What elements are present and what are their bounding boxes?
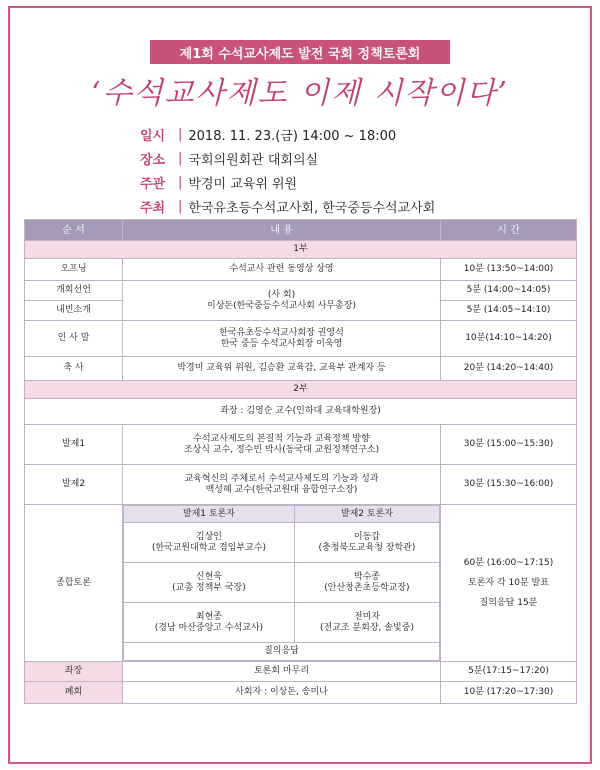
info-label: 주관 xyxy=(140,176,166,192)
panel-head-1: 발제1 토론자 xyxy=(124,506,295,523)
panel-head-2: 발제2 토론자 xyxy=(294,506,439,523)
event-banner: 제1회 수석교사제도 발전 국회 정책토론회 xyxy=(150,40,450,64)
table-row: 인 사 말 한국유초등수석교사회장 권영석 한국 중등 수석교사회장 이욱영 10분(14:10~14:20) xyxy=(25,321,577,357)
info-row-host: 주최 | 한국유초등수석교사회, 한국중등수석교사회 xyxy=(140,198,436,216)
info-value: 국회의원회관 대회의실 xyxy=(188,152,319,168)
panelist: 김상인 (한국교원대학교 겸임부교수) xyxy=(124,523,295,563)
qa-label: 질의응답 xyxy=(124,643,440,661)
table-row: 폐회 사회자 : 이상돈, 송미나 10분 (17:20~17:30) xyxy=(25,682,577,704)
header-time: 시 간 xyxy=(441,220,577,241)
event-info xyxy=(140,122,435,218)
table-row: 오프닝 수석교사 관련 동영상 상영 10분 (13:50~14:00) xyxy=(25,259,577,281)
info-value: 2018. 11. 23.(금) 14:00 ~ 18:00 xyxy=(188,128,397,144)
info-row-place: 장소 | 국회의원회관 대회의실 xyxy=(140,150,319,168)
info-value: 한국유초등수석교사회, 한국중등수석교사회 xyxy=(188,200,436,216)
panelist: 최현종 (경남 마산중앙고 수석교사) xyxy=(124,603,295,643)
table-row: 축 사 박경미 교육위 위원, 김승환 교육감, 교육부 관계자 등 20분 (14:20~14:40) xyxy=(25,357,577,381)
slogan-title: ‘수석교사제도 이제 시작이다’ xyxy=(91,76,509,111)
table-row: 발제2 교육혁신의 주체로서 수석교사제도의 기능과 성과 백성혜 교수(한국교원대 융합연구소장) 30분 (15:30~16:00) xyxy=(25,465,577,505)
info-label: 주최 xyxy=(140,200,166,216)
info-label: 일시 xyxy=(140,128,166,144)
table-row: 발제1 수석교사제도의 본질적 기능과 교육정책 방향 조상식 교수, 정수빈 박사(동국대 교원정책연구소) 30분 (15:00~15:30) xyxy=(25,425,577,465)
info-value: 박경미 교육위 위원 xyxy=(188,176,298,192)
table-row: 좌장 토론회 마무리 5분(17:15~17:20) xyxy=(25,662,577,682)
table-row: 개회선언 (사 회) 이상돈(한국중등수석교사회 사무총장) 5분 (14:00~14:05) xyxy=(25,281,577,301)
panelist: 신현욱 (교총 정책부 국장) xyxy=(124,563,295,603)
discussion-time: 60분 (16:00~17:15) 토론자 각 10분 발표 질의응답 15분 xyxy=(441,505,577,662)
panelist: 이동갑 (충청북도교육청 장학관) xyxy=(294,523,439,563)
header-content: 내 용 xyxy=(123,220,441,241)
panelist: 전미자 (전교조 분회장, 솔빛중) xyxy=(294,603,439,643)
info-row-date: 일시 | 2018. 11. 23.(금) 14:00 ~ 18:00 xyxy=(140,126,397,144)
panel-table xyxy=(123,505,440,661)
section-part2: 2부 xyxy=(25,381,577,399)
info-label: 장소 xyxy=(140,152,166,168)
program-table xyxy=(24,219,577,704)
header-order: 순 서 xyxy=(25,220,123,241)
discussion-row: 종합토론 발제1 토론자 발제2 토론자 김상인 (한국교원대학교 겸임부교수) 이동갑 (충청북도교육청 장학관) 신현욱 (교총 정책부 국장) 박수종 (안산창촌초등학교장) 최현종 (경남 마산중앙고 수석교사) 전미자 (전교조 분회장, 솔빛중) 질의응답 60분 (16:00~17:15) 토론자 각 10분 발표 질의응답 15분 xyxy=(25,505,577,662)
info-row-organizer: 주관 | 박경미 교육위 위원 xyxy=(140,174,298,192)
panelist: 박수종 (안산창촌초등학교장) xyxy=(294,563,439,603)
table-row: 내빈소개 5분 (14:05~14:10) xyxy=(25,301,577,321)
chair-line: 좌장 : 김영순 교수(인하대 교육대학원장) xyxy=(25,399,577,425)
section-part1: 1부 xyxy=(25,241,577,259)
